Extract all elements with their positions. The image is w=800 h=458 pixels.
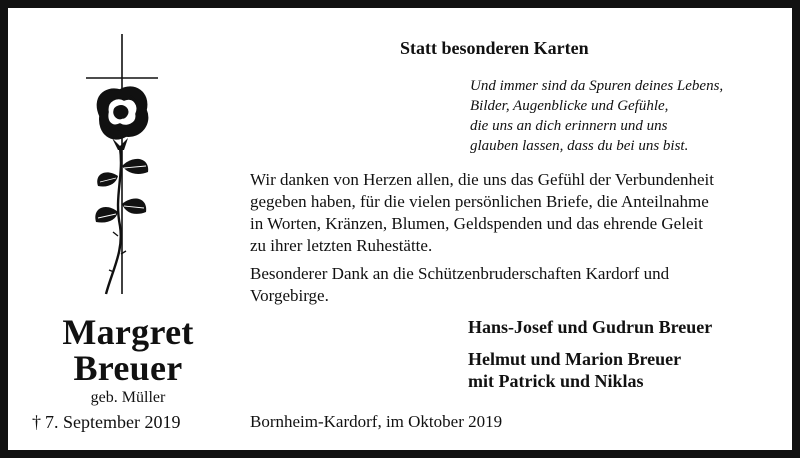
paragraph-line: Wir danken von Herzen allen, die uns das Gefühl der Verbundenheit [250, 170, 714, 189]
thanks-paragraph [250, 169, 780, 257]
death-date: 7. September 2019 [45, 412, 181, 432]
death-date-line [32, 412, 180, 433]
paragraph-line: Besonderer Dank an die Schützenbruderschaften Kardorf und [250, 264, 670, 283]
paragraph-line: zu ihrer letzten Ruhestätte. [250, 236, 433, 255]
deceased-last-name: Breuer [73, 348, 183, 388]
cross-with-rose-icon [68, 26, 178, 316]
signature-line: mit Patrick und Niklas [468, 371, 644, 391]
dagger-icon: † [32, 412, 41, 432]
poem-line: glauben lassen, dass du bei uns bist. [470, 138, 689, 154]
paragraph-line: gegeben haben, für die vielen persönlichen Briefe, die Anteilnahme [250, 192, 709, 211]
signature-line: Helmut und Marion Breuer [468, 349, 682, 369]
place-and-date: Bornheim-Kardorf, im Oktober 2019 [250, 412, 503, 431]
special-thanks-paragraph [250, 263, 780, 307]
paragraph-line: Vorgebirge. [250, 286, 329, 305]
poem-line: Bilder, Augenblicke und Gefühle, [470, 98, 669, 114]
notice-heading: Statt besonderen Karten [400, 38, 589, 58]
signature-line: Hans-Josef und Gudrun Breuer [468, 317, 713, 337]
birth-name: geb. Müller [90, 389, 166, 406]
poem-line: Und immer sind da Spuren deines Lebens, [470, 78, 724, 94]
poem [470, 76, 723, 156]
paragraph-line: in Worten, Kränzen, Blumen, Geldspenden und das ehrende Geleit [250, 214, 703, 233]
poem-line: die uns an dich erinnern und uns [470, 118, 668, 134]
deceased-first-name: Margret [62, 312, 194, 352]
